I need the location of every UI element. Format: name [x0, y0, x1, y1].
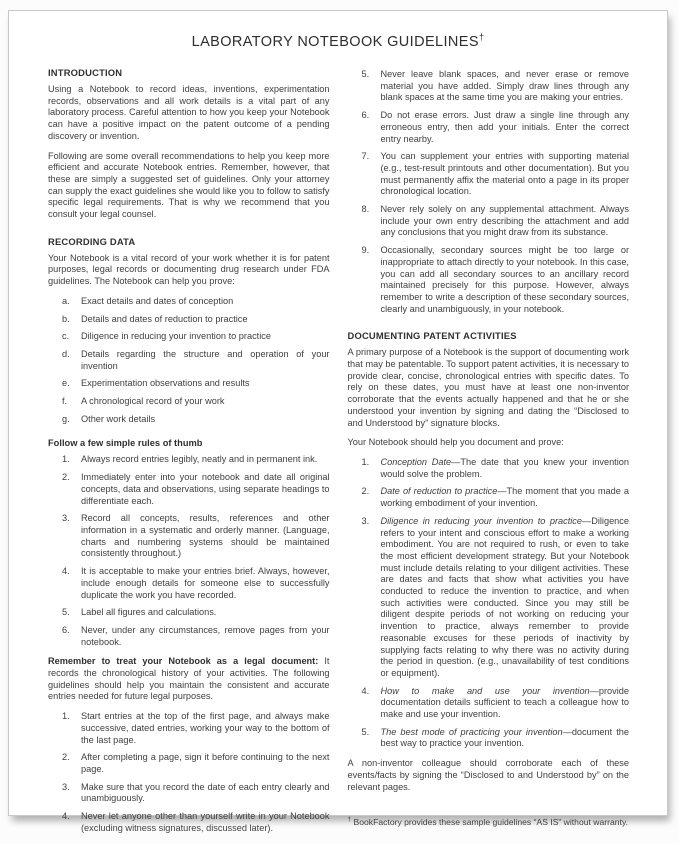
list-marker: 4.: [361, 685, 370, 696]
list-marker: 5.: [361, 69, 370, 79]
list-marker: 4.: [62, 811, 70, 822]
paragraph: Remember to treat your Notebook as a legal document: It records the chronological history of your activities. The following guidelines should help you maintain the consistent and accurate entries needed for future legal purposes.: [48, 656, 330, 702]
list-marker: 1.: [62, 711, 70, 722]
section-heading: RECORDING DATA: [48, 235, 136, 247]
page-title-text: LABORATORY NOTEBOOK GUIDELINES: [191, 34, 479, 50]
list-marker: 6.: [62, 624, 70, 635]
title-dagger: †: [478, 32, 485, 43]
list-marker: 8.: [361, 204, 370, 215]
list-item: 1. Conception Date—The date that you knew your invention would solve the problem.: [361, 456, 629, 479]
list-marker: f.: [62, 396, 68, 407]
list-marker: 5.: [361, 726, 370, 737]
paragraph: Using a Notebook to record ideas, inventions, experimentation records, observations and all work details is a vital part of any laboratory process. Careful attention to how you keep your Notebook can have a positive impact on the patent outcome of a pending discovery or invention.: [48, 84, 330, 141]
list-marker: 1.: [361, 456, 370, 467]
list-marker: b.: [62, 313, 70, 324]
document-page: [8, 10, 668, 833]
list-item: 6. Never, under any circumstances, remove pages from your notebook.: [62, 624, 330, 647]
list-marker: g.: [62, 413, 70, 424]
list-item: 5. The best mode of practicing your invention—document the best way to practice your invention.: [361, 726, 629, 749]
footnote-dagger: †: [347, 816, 352, 824]
list-item: 5. Label all figures and calculations.: [62, 607, 217, 618]
list-item: 5. Never leave blank spaces, and never erase or remove material you have added. Simply draw lines through any blank spaces at the same time you are making your entries.: [361, 69, 629, 103]
list-item: f. A chronological record of your work: [62, 396, 225, 407]
footnote: † BookFactory provides these sample guidelines “AS IS” without warranty.: [347, 816, 629, 828]
list-item: 4. Never let anyone other than yourself write in your Notebook (excluding witness signatures, discussed later).: [62, 811, 330, 833]
list: [48, 454, 330, 648]
list-item: a. Exact details and dates of conception: [62, 295, 234, 306]
list-marker: 2.: [361, 486, 370, 497]
list-marker: 9.: [361, 245, 370, 256]
list-item: 3. Make sure that you record the date of each entry clearly and unambiguously.: [62, 781, 330, 804]
list: [348, 457, 630, 750]
list-item: e. Experimentation observations and results: [62, 378, 250, 389]
paragraph: Your Notebook is a vital record of your work whether it is for patent purposes, legal records or documenting drug research under FDA guidelines. The Notebook can help you prove:: [48, 252, 330, 287]
list-item-italic-lead: How to make and use your invention: [380, 685, 590, 696]
paragraph: A primary purpose of a Notebook is the support of documenting work that may be patentable. To support patent activities, it is necessary to provide clear, concise, chronological entries with specific dates. To rely on these dates, you must have at least one non-inventor corroborate that the events actually happened and that he or she understood your invention by signing and dating the “Disclosed to and Understood by” signature blocks.: [347, 347, 629, 428]
list-item: 3. Diligence in reducing your invention to practice—Diligence refers to your intent and conscious effort to make a working embodiment. You are not required to rush, or even to take the most efficient development strategy. But your Notebook must include details relating to your diligent activities. These are dates and facts that show what activities you have conducted to reduce the invention to practice, and when such activities were conducted. Since you may still be diligent despite periods of not working on reducing your invention to practice, always remember to provide reasonable excuses for these periods of inactivity by supplying facts relating to why there was no activity during the period in question. (e.g., unavailability of test conditions or equipment).: [361, 515, 629, 678]
list: [348, 69, 630, 315]
list-item: 3. Record all concepts, results, references and other information in a systematic and orderly manner. (Language, charts and numbering systems should be maintained consistently throughout.): [62, 513, 330, 559]
paragraph: Your Notebook should help you document and prove:: [347, 437, 564, 448]
list-item-italic-lead: Date of reduction to practice: [380, 486, 498, 497]
two-column-layout: [9, 67, 667, 842]
list-item: 4. How to make and use your invention—provide documentation details sufficient to teach a colleague how to make and use your invention.: [361, 685, 629, 720]
list-marker: 5.: [62, 607, 70, 618]
list-item: 2. Date of reduction to practice—The moment that you made a working embodiment of your invention.: [361, 486, 629, 509]
list-marker: d.: [62, 348, 70, 359]
list-item-italic-lead: Conception Date: [380, 456, 452, 467]
list-item: 9. Occasionally, secondary sources might be too large or inappropriate to attach directly to your notebook. In this case, you can add all secondary sources to an ancillary record maintained precisely for this purpose. However, always remember to write a description of these secondary sources, clearly and unambiguously, in your notebook.: [361, 245, 629, 314]
paragraph: A non-inventor colleague should corroborate each of these events/facts by signing the “Disclosed to and Understood by” on the relevant pages.: [347, 758, 629, 792]
list: [48, 296, 330, 426]
paragraph: Following are some overall recommendations to help you keep more efficient and accurate Notebook entries. Remember, however, that these are simply a suggested set of guidelines. Only your attorney can supply the exact guidelines she would like you to follow to satisfy specific legal requirements. That is why we recommend that you consult your legal counsel.: [48, 150, 330, 220]
right-column: [348, 67, 630, 842]
sub-heading: Follow a few simple rules of thumb: [48, 438, 203, 449]
list-item: 4. It is acceptable to make your entries brief. Always, however, include enough details for someone else to successfully duplicate the work you have recorded.: [62, 566, 330, 600]
list-marker: 3.: [62, 781, 70, 792]
paragraph-bold-lead: Remember to treat your Notebook as a legal document:: [48, 656, 319, 667]
list-item-italic-lead: Diligence in reducing your invention to practice: [380, 515, 583, 526]
list-marker: 7.: [361, 151, 370, 162]
section-heading: DOCUMENTING PATENT ACTIVITIES: [347, 330, 517, 342]
left-column: [48, 67, 330, 842]
list-item: 2. Immediately enter into your notebook and date all original concepts, data and observations, using separate headings to differentiate each.: [62, 472, 330, 506]
list-item: 2. After completing a page, sign it before continuing to the next page.: [62, 752, 330, 774]
list-marker: a.: [62, 295, 70, 306]
page-title: [9, 34, 667, 50]
list-item-italic-lead: The best mode of practicing your invention: [380, 726, 563, 737]
list-item: 1. Start entries at the top of the first page, and always make successive, dated entries, working your way to the bottom of the last page.: [62, 711, 330, 745]
list-item: 6. Do not erase errors. Just draw a single line through any erroneous entry, then add your initials. Enter the correct entry nearby.: [361, 110, 629, 144]
list-marker: 1.: [62, 454, 70, 465]
list-marker: e.: [62, 378, 70, 389]
list-marker: 2.: [62, 472, 70, 483]
list-marker: 3.: [361, 515, 370, 526]
section-heading: INTRODUCTION: [48, 67, 123, 78]
list-item: g. Other work details: [62, 413, 156, 424]
list: [48, 711, 330, 834]
list-marker: 6.: [361, 110, 370, 121]
list-item: 8. Never rely solely on any supplemental attachment. Always include your own entry describing the attachment and add any conclusions that you might draw from its substance.: [361, 204, 629, 238]
list-item: b. Details and dates of reduction to practice: [62, 313, 248, 324]
list-item: 7. You can supplement your entries with supporting material (e.g., test-result printouts and other documentation). But you must permanently affix the material onto a page in its proper chronological location.: [361, 151, 629, 197]
list-item: c. Diligence in reducing your invention to practice: [62, 331, 271, 342]
list-marker: c.: [62, 331, 70, 342]
list-marker: 4.: [62, 566, 70, 577]
list-item: 1. Always record entries legibly, neatly and in permanent ink.: [62, 454, 318, 465]
list-marker: 3.: [62, 513, 70, 524]
list-marker: 2.: [62, 752, 70, 763]
list-item: d. Details regarding the structure and operation of your invention: [62, 348, 330, 371]
